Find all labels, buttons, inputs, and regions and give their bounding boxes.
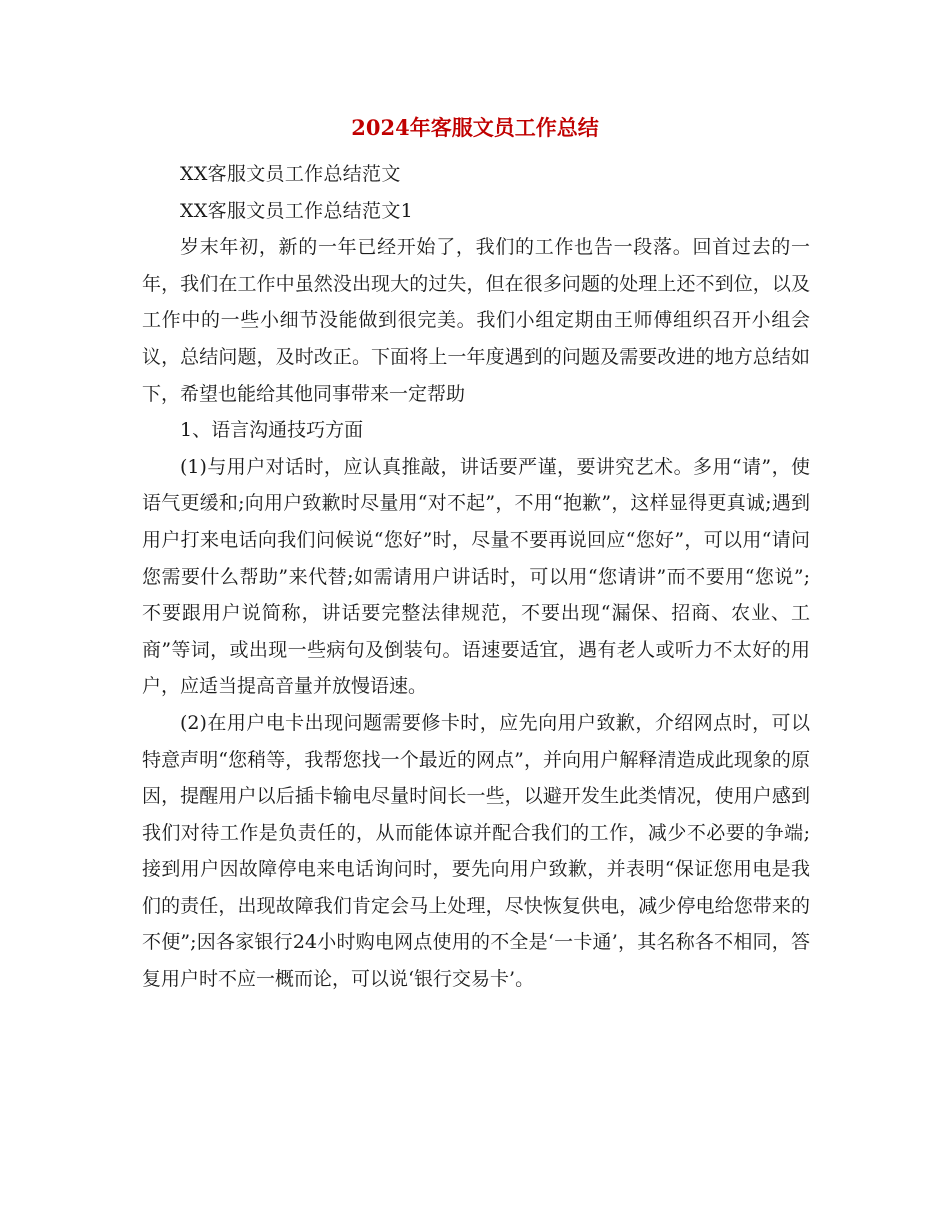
point-2-paragraph: (2)在用户电卡出现问题需要修卡时，应先向用户致歉，介绍网点时，可以特意声明“您稍等，我帮您找一个最近的网点”，并向用户解释清造成此现象的原因，提醒用户以后插卡输电尽量时间长一些，以避开发生此类情况，使用户感到我们对待工作是负责任的，从而能体谅并配合我们的工作，减少不必要的争端;接到用户因故障停电来电话询问时，要先向用户致歉，并表明“保证您用电是我们的责任，出现故障我们肯定会马上处理，尽快恢复供电，减少停电给您带来的不便”;因各家银行24小时购电网点使用的不全是‘一卡通’，其名称各不相同，答复用户时不应一概而论，可以说‘银行交易卡’。 [142, 711, 810, 991]
intro-paragraph: 岁末年初，新的一年已经开始了，我们的工作也告一段落。回首过去的一年，我们在工作中虽然没出现大的过失，但在很多问题的处理上还不到位，以及工作中的一些小细节没能做到很完美。我们小组定期由王师傅组织召开小组会议，总结问题，及时改正。下面将上一年度遇到的问题及需要改进的地方总结如下，希望也能给其他同事带来一定帮助 [142, 236, 810, 405]
point-1-paragraph: (1)与用户对话时，应认真推敲，讲话要严谨，要讲究艺术。多用“请”，使语气更缓和;向用户致歉时尽量用“对不起”，不用“抱歉”，这样显得更真诚;遇到用户打来电话向我们问候说“您好”时，尽量不要再说回应“您好”，可以用“请问您需要什么帮助”来代替;如需请用户讲话时，可以用“您请讲”而不要用“您说”;不要跟用户说简称，讲话要完整法律规范，不要出现“漏保、招商、农业、工商”等词，或出现一些病句及倒装句。语速要适宜，遇有老人或听力不太好的用户，应适当提高音量并放慢语速。 [142, 455, 810, 698]
section-heading: 1、语言沟通技巧方面 [180, 419, 364, 442]
document-title: 2024年客服文员工作总结 [351, 115, 599, 140]
document-body [142, 156, 810, 998]
subtitle-paragraph-1: XX客服文员工作总结范文1 [180, 199, 414, 222]
subtitle-paragraph: XX客服文员工作总结范文 [180, 163, 401, 185]
